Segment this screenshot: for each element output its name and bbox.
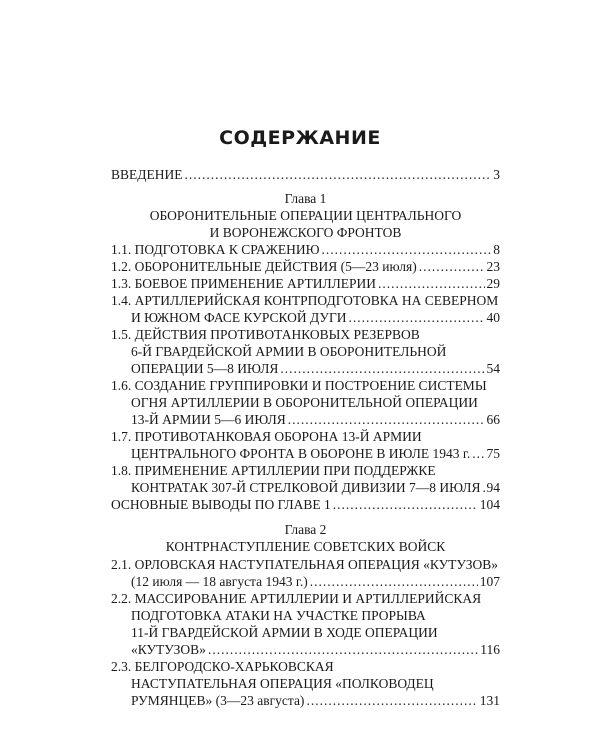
- toc-entry-1-5[interactable]: 1.5. ДЕЙСТВИЯ ПРОТИВОТАНКОВЫХ РЕЗЕРВОВ: [111, 327, 420, 342]
- dot-leader: [378, 275, 484, 292]
- toc-entry-1-3[interactable]: [111, 275, 500, 292]
- toc-entry-1-5-cont[interactable]: [131, 360, 500, 377]
- chapter-label: Глава 2: [284, 522, 327, 537]
- dot-leader: [280, 360, 484, 377]
- toc-entry-2-1-cont[interactable]: [131, 573, 500, 590]
- toc-entry-title: КОНТРАТАК 307-Й СТРЕЛКОВОЙ ДИВИЗИИ 7—8 ИЮЛЯ: [131, 480, 481, 495]
- toc-entry-1-1[interactable]: [111, 241, 500, 258]
- toc-entry-title: «КУТУЗОВ»: [131, 642, 206, 657]
- dot-leader: [349, 309, 485, 326]
- toc-entry-2-3-cont[interactable]: НАСТУПАТЕЛЬНАЯ ОПЕРАЦИЯ «ПОЛКОВОДЕЦ: [131, 676, 434, 691]
- toc-entry-2-2-cont[interactable]: 11-Й ГВАРДЕЙСКОЙ АРМИИ В ХОДЕ ОПЕРАЦИИ: [131, 625, 438, 640]
- toc-entry-1-4[interactable]: 1.4. АРТИЛЛЕРИЙСКАЯ КОНТРПОДГОТОВКА НА СЕВЕРНОМ: [111, 293, 499, 308]
- toc-entry-title: ОПЕРАЦИИ 5—8 ИЮЛЯ: [131, 361, 279, 376]
- toc-entry-2-3[interactable]: 2.3. БЕЛГОРОДСКО-ХАРЬКОВСКАЯ: [111, 659, 334, 674]
- toc-page-number: 75: [486, 446, 500, 461]
- toc-entry-title: (12 июля — 18 августа 1943 г.): [131, 574, 308, 589]
- toc-entry-title: РУМЯНЦЕВ» (3—23 августа): [131, 693, 305, 708]
- toc-page-number: 104: [479, 497, 500, 512]
- toc-entry-1-7-cont[interactable]: [131, 445, 500, 462]
- toc-entry-title: ЦЕНТРАЛЬНОГО ФРОНТА В ОБОРОНЕ В ИЮЛЕ 1943 г.: [131, 446, 471, 461]
- toc-entry-title: 1.1. ПОДГОТОВКА К СРАЖЕНИЮ: [111, 242, 320, 257]
- toc-page-number: 3: [493, 167, 500, 182]
- toc-page-number: 131: [479, 693, 500, 708]
- toc-entry-1-6-cont[interactable]: ОГНЯ АРТИЛЛЕРИИ В ОБОРОНИТЕЛЬНОЙ ОПЕРАЦИИ: [131, 395, 478, 410]
- toc-page-number: 94: [486, 480, 500, 495]
- page-title: СОДЕРЖАНИЕ: [219, 127, 381, 149]
- toc-page-number: 66: [486, 412, 500, 427]
- dot-leader: [208, 641, 478, 658]
- toc-entry-2-3-cont[interactable]: [131, 692, 500, 709]
- toc-entry-2-1[interactable]: 2.1. ОРЛОВСКАЯ НАСТУПАТЕЛЬНАЯ ОПЕРАЦИЯ «КУТУЗОВ»: [111, 557, 499, 572]
- toc-entry-2-2-cont[interactable]: [131, 641, 500, 658]
- toc-entry-summary-1[interactable]: [111, 496, 500, 513]
- toc-entry-2-2[interactable]: 2.2. МАССИРОВАНИЕ АРТИЛЛЕРИИ И АРТИЛЛЕРИЙСКАЯ: [111, 591, 482, 606]
- toc-entry-title: 1.3. БОЕВОЕ ПРИМЕНЕНИЕ АРТИЛЛЕРИИ: [111, 276, 377, 291]
- toc-page-number: 8: [493, 242, 500, 257]
- dot-leader: [306, 692, 477, 709]
- toc-entry-title: 1.2. ОБОРОНИТЕЛЬНЫЕ ДЕЙСТВИЯ (5—23 июля): [111, 259, 417, 274]
- toc-entry-1-4-cont[interactable]: [131, 309, 500, 326]
- toc-page-number: 23: [486, 259, 500, 274]
- dot-leader: [321, 241, 491, 258]
- toc-entry-title: ОСНОВНЫЕ ВЫВОДЫ ПО ГЛАВЕ 1: [111, 497, 331, 512]
- dot-leader: [333, 496, 478, 513]
- toc-entry-title: 13-Й АРМИИ 5—6 ИЮЛЯ: [131, 412, 286, 427]
- dot-leader: [482, 479, 484, 496]
- toc-entry-2-2-cont[interactable]: ПОДГОТОВКА АТАКИ НА УЧАСТКЕ ПРОРЫВА: [131, 608, 426, 623]
- dot-leader: [472, 445, 484, 462]
- toc-entry-intro[interactable]: [111, 166, 500, 183]
- toc-entry-1-5-cont[interactable]: 6-Й ГВАРДЕЙСКОЙ АРМИИ В ОБОРОНИТЕЛЬНОЙ: [131, 344, 447, 359]
- toc-entry-1-2[interactable]: [111, 258, 500, 275]
- toc-page-number: 29: [486, 276, 500, 291]
- dot-leader: [419, 258, 485, 275]
- dot-leader: [184, 166, 491, 183]
- chapter-title-line: КОНТРНАСТУПЛЕНИЕ СОВЕТСКИХ ВОЙСК: [165, 539, 446, 554]
- toc-page-number: 116: [480, 642, 500, 657]
- toc-entry-1-8-cont[interactable]: [131, 479, 500, 496]
- dot-leader: [310, 573, 478, 590]
- toc-entry-title: И ЮЖНОМ ФАСЕ КУРСКОЙ ДУГИ: [131, 310, 347, 325]
- toc-page-number: 107: [479, 574, 500, 589]
- toc-page-number: 40: [486, 310, 500, 325]
- toc-entry-title: ВВЕДЕНИЕ: [111, 167, 183, 182]
- toc-entry-1-8[interactable]: 1.8. ПРИМЕНЕНИЕ АРТИЛЛЕРИИ ПРИ ПОДДЕРЖКЕ: [111, 463, 436, 478]
- toc-entry-1-6-cont[interactable]: [131, 411, 500, 428]
- chapter-label: Глава 1: [284, 191, 327, 206]
- dot-leader: [288, 411, 485, 428]
- toc-page-number: 54: [486, 361, 500, 376]
- chapter-title-line: ОБОРОНИТЕЛЬНЫЕ ОПЕРАЦИИ ЦЕНТРАЛЬНОГО: [149, 208, 462, 223]
- toc-entry-1-6[interactable]: 1.6. СОЗДАНИЕ ГРУППИРОВКИ И ПОСТРОЕНИЕ СИСТЕМЫ: [111, 378, 487, 393]
- toc-entry-1-7[interactable]: 1.7. ПРОТИВОТАНКОВАЯ ОБОРОНА 13-Й АРМИИ: [111, 429, 422, 444]
- chapter-title-line: И ВОРОНЕЖСКОГО ФРОНТОВ: [209, 225, 402, 240]
